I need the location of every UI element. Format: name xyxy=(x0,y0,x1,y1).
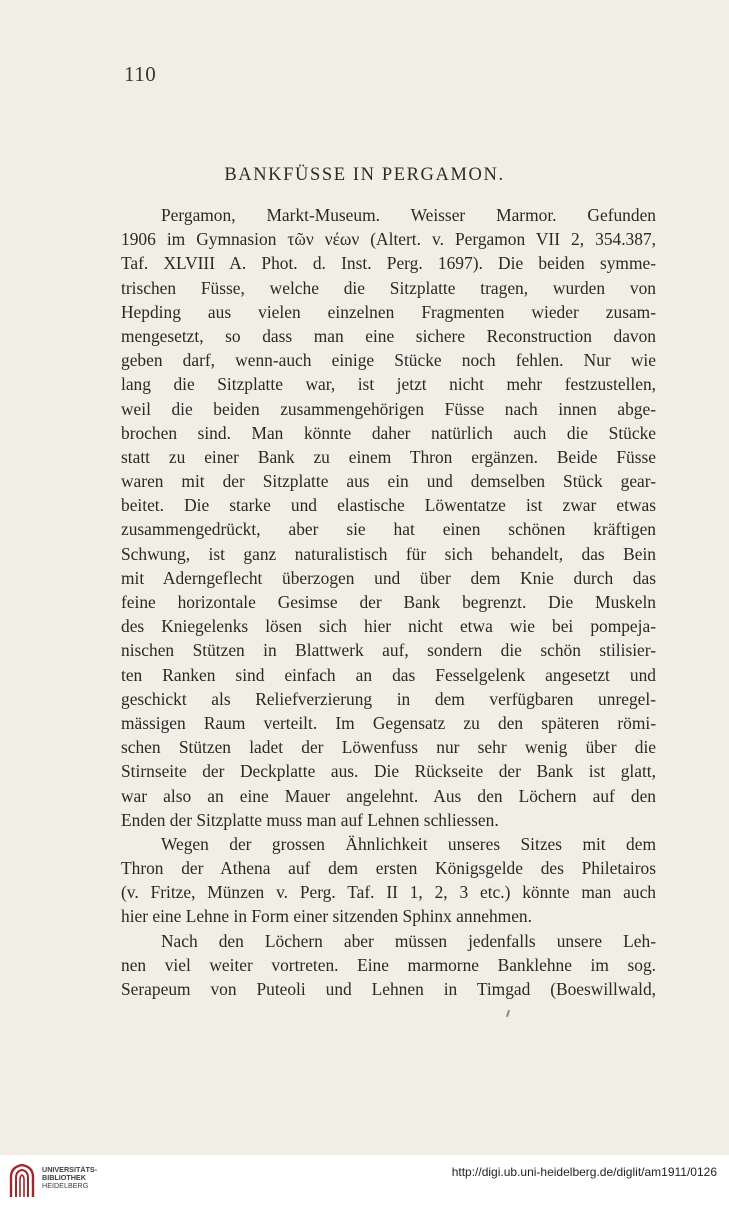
text-line: Pergamon, Markt-Museum. Weisser Marmor. Gefunden xyxy=(161,205,656,225)
text-line: trischen Füsse, welche die Sitzplatte tragen, wurden von xyxy=(121,277,656,298)
footer-bar xyxy=(0,1155,729,1207)
text-line: 1906 im Gymnasion τῶν νέων (Altert. v. Pergamon VII 2, 354.387, xyxy=(121,229,656,250)
text-line: lang die Sitzplatte war, ist jetzt nicht mehr festzustellen, xyxy=(121,374,656,395)
body-text xyxy=(121,203,656,1001)
text-line: (v. Fritze, Münzen v. Perg. Taf. II 1, 2, 3 etc.) könnte man auch xyxy=(121,882,656,903)
text-line: Stirnseite der Deckplatte aus. Die Rückseite der Bank ist glatt, xyxy=(121,761,656,782)
page-title: BANKFÜSSE IN PERGAMON. xyxy=(224,165,505,185)
text-line: ten Ranken sind einfach an das Fesselgelenk angesetzt und xyxy=(121,664,656,685)
text-line: geben darf, wenn-auch einige Stücke noch fehlen. Nur wie xyxy=(121,350,656,371)
text-line: war also an eine Mauer angelehnt. Aus den Löchern auf den xyxy=(121,785,656,806)
text-line: Hepding aus vielen einzelnen Fragmenten wieder zusam- xyxy=(121,301,656,322)
text-line: nen viel weiter vortreten. Eine marmorne Banklehne im sog. xyxy=(121,954,656,975)
library-logo-icon xyxy=(8,1163,36,1199)
library-name xyxy=(42,1166,97,1191)
text-line: Schwung, ist ganz naturalistisch für sich behandelt, das Bein xyxy=(121,543,656,564)
text-line: Nach den Löchern aber müssen jedenfalls unsere Leh- xyxy=(161,930,656,951)
text-line: des Kniegelenks lösen sich hier nicht etwa wie bei pompeja- xyxy=(121,616,656,637)
page-number: 110 xyxy=(124,62,157,86)
text-line: mengesetzt, so dass man eine sichere Reconstruction davon xyxy=(121,325,656,346)
text-line: waren mit der Sitzplatte aus ein und demselben Stück gear- xyxy=(121,471,656,492)
text-line: schen Stützen ladet der Löwenfuss nur sehr wenig über die xyxy=(121,737,656,758)
text-line: feine horizontale Gesimse der Bank begrenzt. Die Muskeln xyxy=(121,592,656,612)
text-line: zusammengedrückt, aber sie hat einen schönen kräftigen xyxy=(121,519,656,540)
text-line: Enden der Sitzplatte muss man auf Lehnen schliessen. xyxy=(121,809,499,830)
text-line: statt zu einer Bank zu einem Thron ergänzen. Beide Füsse xyxy=(121,446,656,467)
text-line: Taf. XLVIII A. Phot. d. Inst. Perg. 1697). Die beiden symme- xyxy=(121,253,656,274)
text-line: hier eine Lehne in Form einer sitzenden Sphinx annehmen. xyxy=(121,906,532,927)
text-line: beitet. Die starke und elastische Löwentatze ist zwar etwas xyxy=(121,495,656,516)
library-name-line: BIBLIOTHEK xyxy=(42,1173,86,1183)
text-line: mässigen Raum verteilt. Im Gegensatz zu den späteren römi- xyxy=(121,712,656,733)
library-name-line: HEIDELBERG xyxy=(42,1181,89,1191)
text-line: nischen Stützen in Blattwerk auf, sondern die schön stilisier- xyxy=(121,640,656,661)
library-name-line: UNIVERSITÄTS- xyxy=(42,1165,98,1174)
text-line: mit Aderngeflecht überzogen und über dem Knie durch das xyxy=(121,567,656,588)
text-line: Serapeum von Puteoli und Lehnen in Timgad (Boeswillwald, xyxy=(121,979,656,999)
scan-speck xyxy=(506,1010,510,1017)
text-line: weil die beiden zusammengehörigen Füsse nach innen abge- xyxy=(121,398,656,419)
source-url-link[interactable]: http://digi.ub.uni-heidelberg.de/diglit/am1911/0126 xyxy=(451,1165,717,1179)
text-line: Thron der Athena auf dem ersten Königsgelde des Philetairos xyxy=(121,858,656,879)
text-line: Wegen der grossen Ähnlichkeit unseres Sitzes mit dem xyxy=(161,833,656,854)
text-line: geschickt als Reliefverzierung in dem verfügbaren unregel- xyxy=(121,688,656,709)
text-line: brochen sind. Man könnte daher natürlich auch die Stücke xyxy=(121,422,656,443)
